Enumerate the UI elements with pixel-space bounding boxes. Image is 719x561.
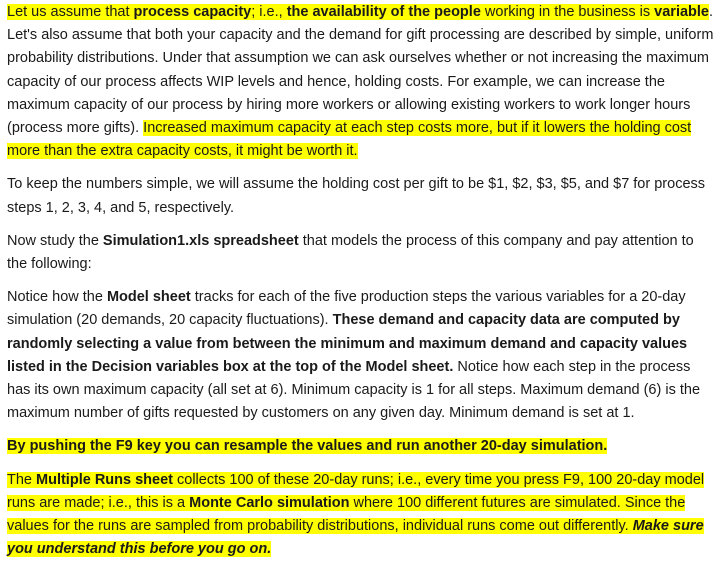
- paragraph-f9-key: [7, 435, 715, 458]
- text-run: working in the business is: [480, 4, 655, 20]
- text-run: collects 100 of these 20-day runs; i.e., every time you press F9, 100 20-day model runs are made; i.e., this is a: [7, 471, 705, 511]
- text-run: . Let's also assume that both your capacity and the demand for gift processing are described by simple, uniform probability distributions. Under that assumption we can ask ourselves whether or not increasing the maximum capacity of our process affects WIP levels and hence, holding costs. For example, we can increase the maximum capacity of our process by hiring more workers or allowing existing workers to work longer hours (process more gifts).: [7, 4, 714, 137]
- bold-term-spreadsheet: Simulation1.xls spreadsheet: [102, 232, 299, 249]
- text-run: Let us assume that: [7, 4, 134, 20]
- paragraph-study-spreadsheet: [7, 230, 715, 276]
- paragraph-model-sheet: [7, 286, 715, 425]
- paragraph-holding-cost: [7, 173, 715, 219]
- text-run: The: [7, 471, 37, 488]
- bold-sentence-random-selection: These demand and capacity data are computed by randomly selecting a value from between the minimum and maximum demand and capacity values listed in the Decision variables box at the top of the Model sheet.: [7, 312, 688, 375]
- text-run: Notice how the: [7, 289, 107, 306]
- text-run: Now study the: [7, 232, 103, 249]
- bold-term-monte-carlo: Monte Carlo simulation: [189, 494, 350, 511]
- bold-term-model-sheet: Model sheet: [106, 289, 191, 306]
- text-run: that models the process of this company and pay attention to the following:: [7, 232, 694, 273]
- bold-term-variable: variable: [654, 4, 709, 20]
- text-run: where 100 different futures are simulated. Since the values for the runs are sampled from probability distributions, individual runs come out differently.: [7, 494, 686, 535]
- bold-term-availability: the availability of the people: [286, 4, 481, 20]
- text-run: To keep the numbers simple, we will assume the holding cost per gift to be $1, $2, $3, $5, and $7 for process steps 1, 2, 3, 4, and 5, respectively.: [7, 176, 706, 216]
- bold-term-process-capacity: process capacity: [133, 4, 252, 20]
- bold-term-multiple-runs: Multiple Runs sheet: [36, 471, 173, 488]
- paragraph-multiple-runs: [7, 469, 715, 561]
- text-run: Notice how each step in the process has its own maximum capacity (all set at 6). Minimum capacity is 1 for all steps. Maximum demand (6) is the maximum number of gifts requested by customers on any given day. Minimum demand is set at 1.: [7, 358, 701, 422]
- highlighted-text: [7, 4, 709, 20]
- paragraph-assumption: [7, 1, 715, 163]
- text-run: tracks for each of the five production steps the various variables for a 20-day simulation (20 demands, 20 capacity fluctuations).: [7, 289, 686, 329]
- highlighted-text: Increased maximum capacity at each step costs more, but if it lowers the holding cost more than the extra capacity costs, it might be worth it.: [7, 120, 692, 160]
- text-run: ; i.e.,: [251, 4, 287, 20]
- highlighted-text: [7, 472, 704, 558]
- highlighted-bold-sentence: By pushing the F9 key you can resample the values and run another 20-day simulation.: [7, 438, 608, 455]
- bold-italic-reminder: Make sure you understand this before you go on.: [7, 518, 704, 558]
